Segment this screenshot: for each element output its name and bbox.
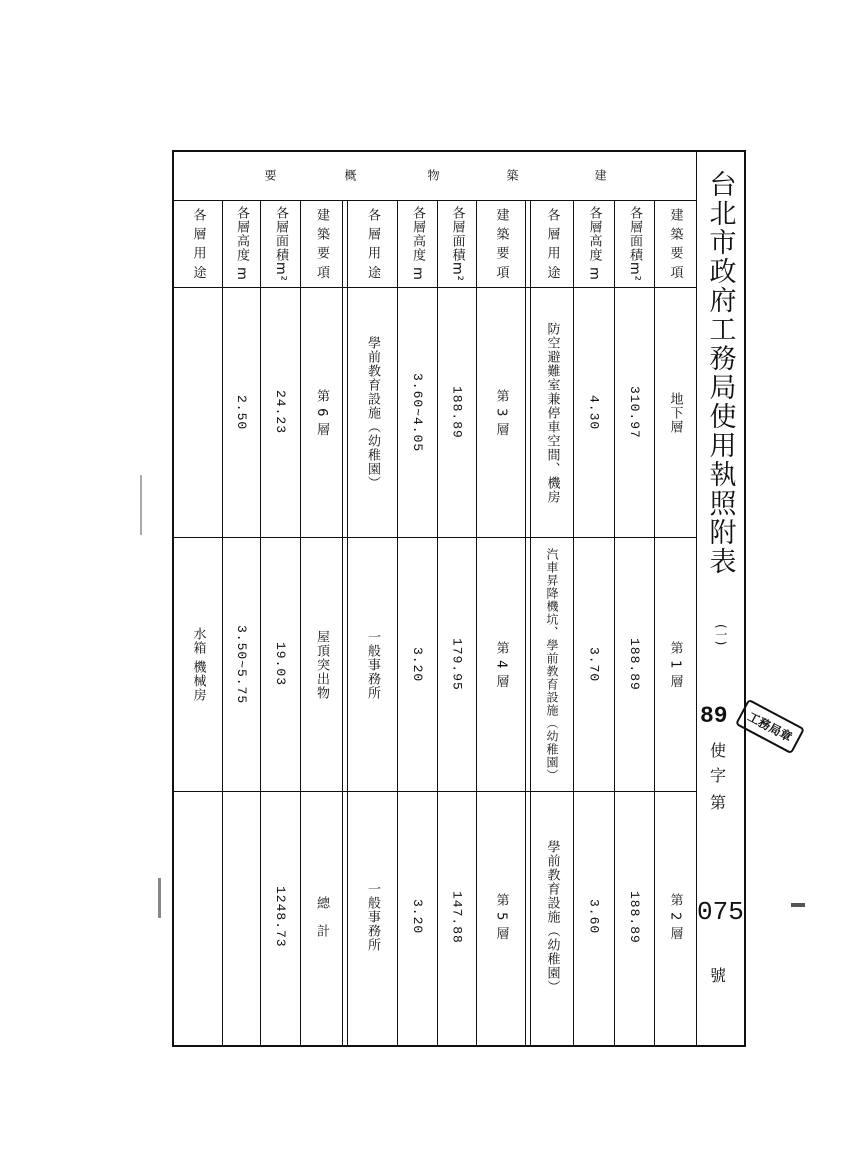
section-divider xyxy=(342,200,343,1045)
permit-suffix: 號 xyxy=(710,966,727,985)
side-label: 物 xyxy=(426,169,440,187)
floor-area: 19.03 xyxy=(273,642,288,687)
floor-name: 屋頂突出物 xyxy=(314,629,329,700)
floor-name: 第 6 層 xyxy=(314,388,329,437)
page-title: 台北市政府工務局使用執照附表 xyxy=(704,170,736,576)
permit-year: 89 xyxy=(700,703,728,729)
row-label: 各 層 用 途 xyxy=(544,207,560,280)
side-label: 築 xyxy=(505,169,519,187)
section-divider xyxy=(525,200,526,1045)
row-label: 各 層 用 途 xyxy=(365,207,380,280)
floor-name: 地下層 xyxy=(667,391,683,434)
floor-use: 水箱 機械房 xyxy=(190,626,206,703)
side-label: 要 xyxy=(263,169,277,187)
row-label: 各層高度 m xyxy=(234,206,249,281)
total-label: 總 計 xyxy=(314,896,329,938)
floor-area: 188.89 xyxy=(627,890,642,944)
floor-use: 防空避難室兼停車空間、機房 xyxy=(544,321,560,504)
floor-height: 4.30 xyxy=(586,394,602,431)
row-label: 各層高度 m xyxy=(410,206,425,281)
floor-name: 第 3 層 xyxy=(493,388,509,437)
row-label: 各 層 用 途 xyxy=(190,207,206,280)
floor-area: 179.95 xyxy=(449,638,465,691)
floor-height: 3.20 xyxy=(410,899,425,935)
floor-use xyxy=(174,288,222,537)
title-suffix: (一) xyxy=(714,624,728,646)
scan-mark xyxy=(791,903,805,907)
row-label: 各層高度 m xyxy=(586,206,602,281)
permit-char: 使 xyxy=(710,741,727,760)
row-label: 建 築 要 項 xyxy=(493,207,509,280)
floor-height: 3.50~5.75 xyxy=(234,624,249,705)
floor-height xyxy=(223,792,260,1042)
floor-use: 學前教育設施（幼稚園） xyxy=(544,840,560,994)
permit-char: 字 xyxy=(710,766,727,785)
row-label: 各層面積m² xyxy=(627,205,642,282)
official-stamp: 工務局章 xyxy=(735,699,805,755)
floor-name: 第 5 層 xyxy=(493,893,509,941)
side-label: 概 xyxy=(343,169,357,187)
permit-char: 第 xyxy=(710,793,727,812)
scan-mark xyxy=(140,475,142,535)
floor-name: 第 4 層 xyxy=(493,640,509,689)
side-label: 建 xyxy=(593,169,607,187)
floor-height: 3.60 xyxy=(586,899,602,935)
row-label: 建 築 要 項 xyxy=(667,207,683,280)
floor-area: 24.23 xyxy=(273,390,288,435)
floor-area: 188.89 xyxy=(627,638,642,691)
floor-area: 188.89 xyxy=(449,386,465,439)
floor-use: 一般事務所 xyxy=(365,629,380,700)
floor-use: 學前教育設施（幼稚園） xyxy=(365,335,380,490)
floor-name: 第 1 層 xyxy=(667,640,683,689)
row-label: 各層面積m² xyxy=(273,205,288,282)
floor-area: 310.97 xyxy=(627,386,642,439)
scan-mark xyxy=(158,878,161,918)
floor-use xyxy=(174,792,222,1042)
floor-height: 3.20 xyxy=(410,646,425,683)
floor-area: 147.88 xyxy=(449,890,465,944)
floor-use: 汽車昇降機坑、學前教育設施（幼稚園） xyxy=(545,547,559,782)
floor-height: 2.50 xyxy=(234,394,249,431)
row-label: 建 築 要 項 xyxy=(314,207,329,280)
floor-name: 第 2 層 xyxy=(667,893,683,941)
row-label: 各層面積m² xyxy=(449,205,465,282)
floor-height: 3.70 xyxy=(586,646,602,683)
permit-number: 075 xyxy=(697,897,744,927)
floor-use: 一般事務所 xyxy=(365,882,380,952)
floor-height: 3.60~4.05 xyxy=(410,372,425,453)
total-area: 1248.73 xyxy=(273,886,288,948)
